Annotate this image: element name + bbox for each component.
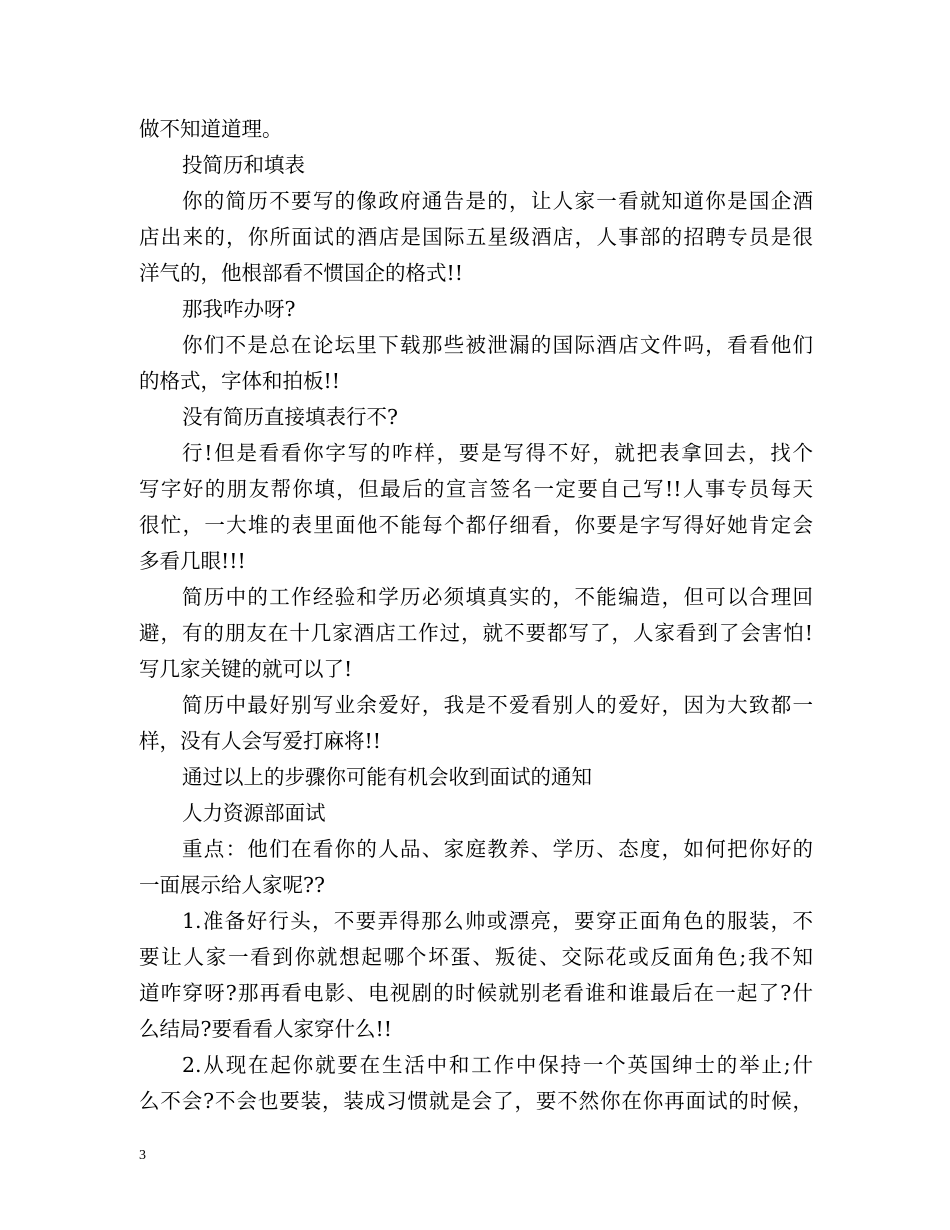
text-line: 1.准备好行头，不要弄得那么帅或漂亮，要穿正面角色的服装，不 xyxy=(182,909,813,933)
text-line: 写字好的朋友帮你填，但最后的宣言签名一定要自己写!!人事专员每天 xyxy=(139,477,813,501)
text-line: 洋气的，他根部看不惯国企的格式!! xyxy=(139,261,463,285)
section-heading: 人力资源部面试 xyxy=(182,801,326,825)
text-line: 行!但是看看你字写的咋样，要是写得不好，就把表拿回去，找个 xyxy=(182,441,813,465)
text-line: 2.从现在起你就要在生活中和工作中保持一个英国绅士的举止;什 xyxy=(182,1053,813,1077)
text-line: 没有简历直接填表行不? xyxy=(182,405,398,429)
text-line: 样，没有人会写爱打麻将!! xyxy=(139,729,381,753)
text-line: 你的简历不要写的像政府通告是的，让人家一看就知道你是国企酒 xyxy=(182,189,813,213)
text-line: 么不会?不会也要装，装成习惯就是会了，要不然你在你再面试的时候， xyxy=(139,1089,813,1113)
text-line: 写几家关键的就可以了! xyxy=(139,657,353,681)
text-line: 道咋穿呀?那再看电影、电视剧的时候就别老看谁和谁最后在一起了?什 xyxy=(139,981,813,1005)
text-line: 避，有的朋友在十几家酒店工作过，就不要都写了，人家看到了会害怕! xyxy=(139,621,813,645)
text-line: 多看几眼!!! xyxy=(139,549,246,573)
text-line: 要让人家一看到你就想起哪个坏蛋、叛徒、交际花或反面角色;我不知 xyxy=(139,945,813,969)
section-heading: 投简历和填表 xyxy=(182,153,305,177)
text-line: 店出来的，你所面试的酒店是国际五星级酒店，人事部的招聘专员是很 xyxy=(139,225,813,249)
text-line: 么结局?要看看人家穿什么!! xyxy=(139,1017,392,1041)
page-number: 3 xyxy=(139,1148,146,1163)
text-line: 那我咋办呀? xyxy=(182,297,296,321)
text-line: 通过以上的步骤你可能有机会收到面试的通知 xyxy=(182,765,592,789)
text-line: 一面展示给人家呢?? xyxy=(139,873,325,897)
text-line: 很忙，一大堆的表里面他不能每个都仔细看，你要是字写得好她肯定会 xyxy=(139,513,813,537)
text-line: 你们不是总在论坛里下载那些被泄漏的国际酒店文件吗，看看他们 xyxy=(182,333,813,357)
text-line: 的格式，字体和拍板!! xyxy=(139,369,340,393)
text-line: 做不知道道理。 xyxy=(139,117,283,141)
text-line: 简历中最好别写业余爱好，我是不爱看别人的爱好，因为大致都一 xyxy=(182,693,813,717)
text-line: 重点：他们在看你的人品、家庭教养、学历、态度，如何把你好的 xyxy=(182,837,813,861)
text-line: 简历中的工作经验和学历必须填真实的，不能编造，但可以合理回 xyxy=(182,585,813,609)
